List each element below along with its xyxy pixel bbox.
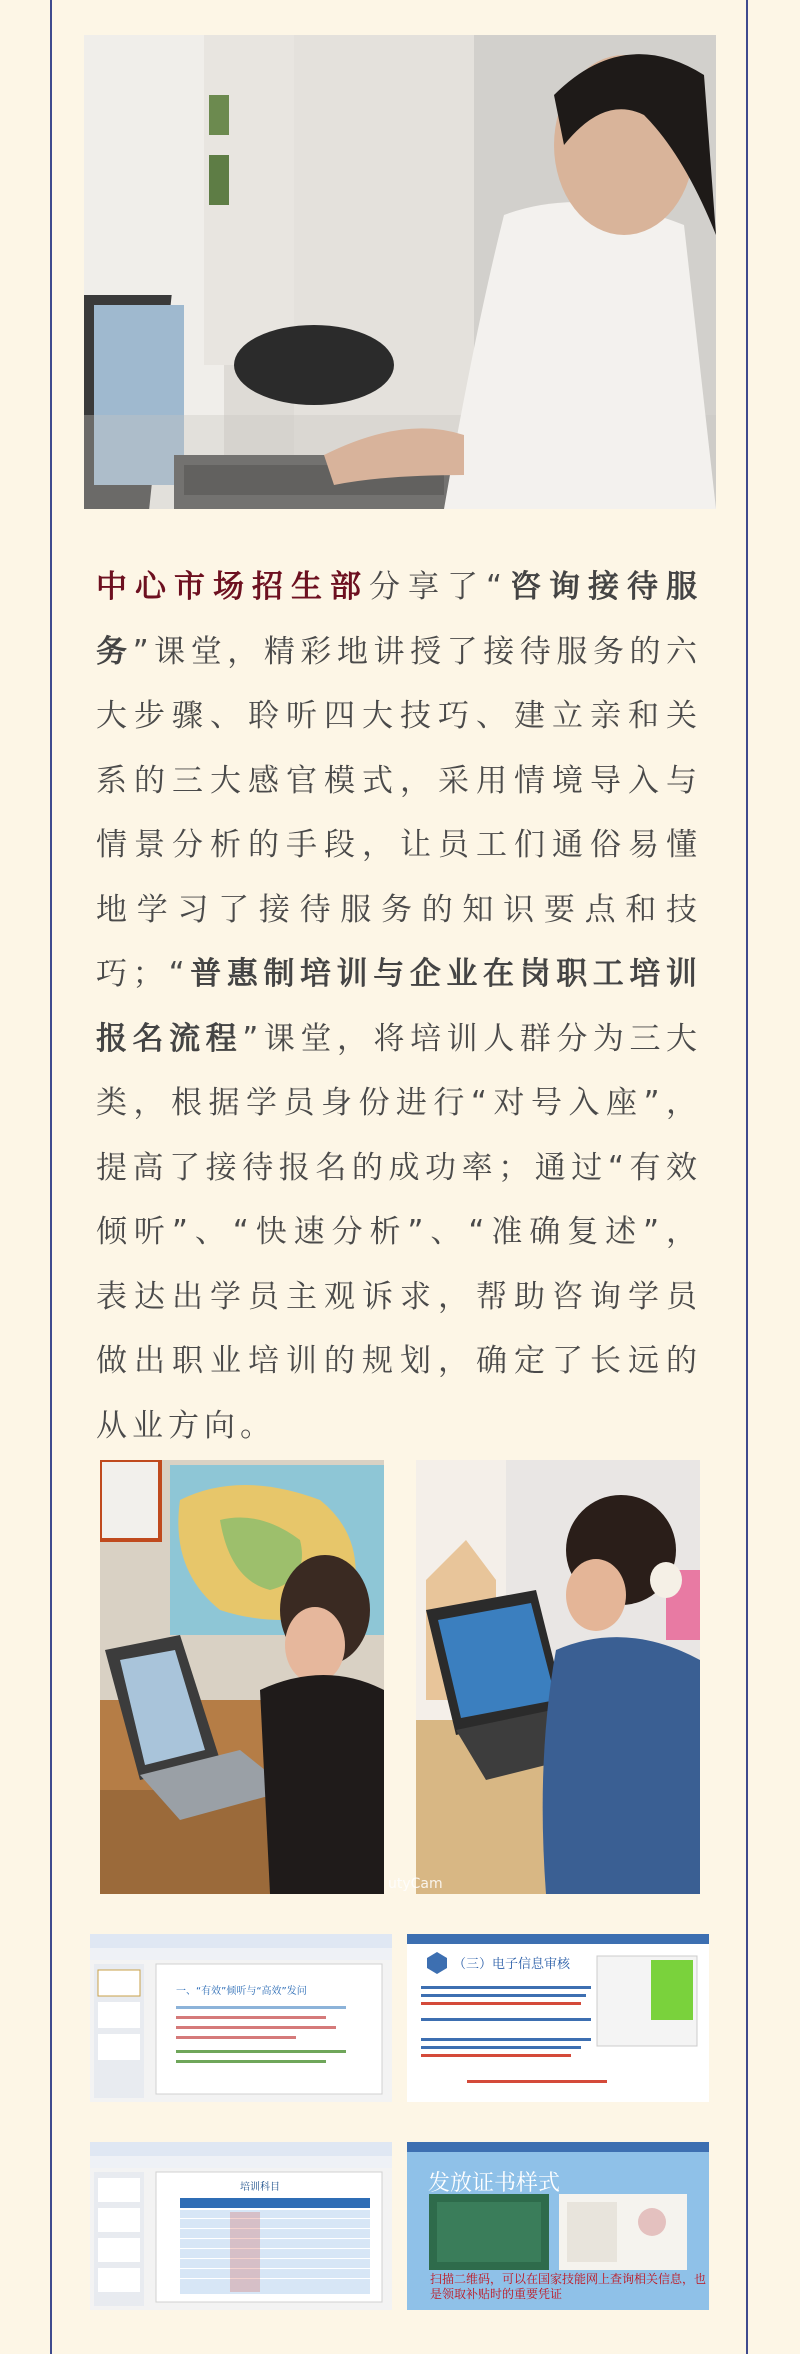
article-text: ”课堂，精彩地讲授了接待服务的六大步骤、聆听四大技巧、建立亲和关系的三大感官模式，采用情境导入与情景分析的手段，让员工们通俗易懂地学习了接待服务的知识要点和技巧；“	[96, 633, 702, 992]
slide4-caption: 扫描二维码，可以在国家技能网上查询相关信息，也是领取补贴时的重要凭证	[430, 2272, 707, 2301]
course-title-2: 普惠制培训与企业在岗职工培训报名流程	[96, 956, 702, 1057]
slide4-title: 发放证书样式	[428, 2171, 561, 2196]
article-text: 分享了“	[368, 569, 508, 605]
photo-woman-laptop-desk	[416, 1460, 700, 1894]
slide1-heading: 一、“有效”倾听与“高效”发问	[176, 1986, 307, 1997]
slide-screenshot-training-subjects	[90, 2142, 392, 2310]
slide2-heading: （三）电子信息审核	[453, 1957, 571, 1972]
slide3-heading: 培训科目	[240, 2182, 280, 2193]
photo-map-wall-laptop	[100, 1460, 384, 1894]
photo-woman-headset-laptop	[84, 35, 716, 509]
slide-screenshot-e-info-review	[407, 1934, 709, 2102]
photo-watermark: utyCam	[388, 1876, 443, 1892]
dept-highlight: 中心市场招生部	[96, 569, 369, 605]
course-title-1: 咨询接待服务	[96, 569, 703, 670]
article-body	[96, 555, 702, 1458]
article-text: ”课堂，将培训人群分为三大类，根据学员身份进行“对号入座”，提高了接待报名的成功率；通过“有效倾听”、“快速分析”、“准确复述”，表达出学员主观诉求，帮助咨询学员做出职业培训的规划，确定了长远的从业方向。	[96, 1020, 702, 1444]
slide-screenshot-listening	[90, 1934, 392, 2102]
